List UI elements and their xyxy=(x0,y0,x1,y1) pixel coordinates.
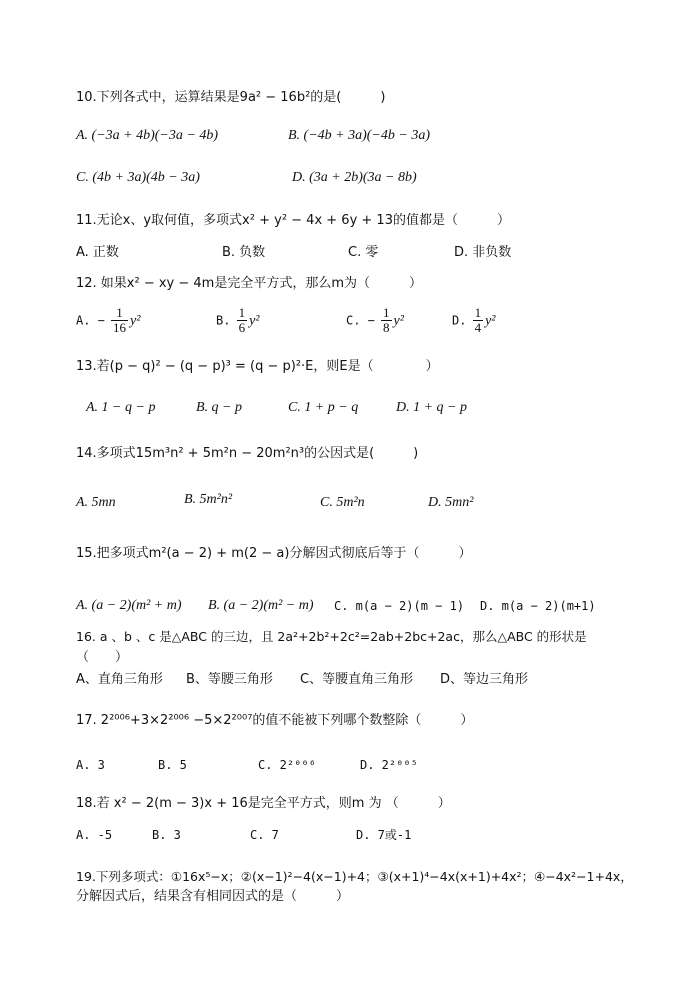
fraction xyxy=(111,306,128,336)
option-label: A. − xyxy=(76,313,105,328)
denominator: 16 xyxy=(113,320,127,336)
fraction xyxy=(381,306,392,336)
numerator: 1 xyxy=(238,305,246,320)
option-label: D. xyxy=(452,313,467,328)
question-16-option-a: A、直角三角形 xyxy=(76,672,163,687)
denominator: 8 xyxy=(383,320,390,336)
question-18-stem: 18.若 x² − 2(m − 3)x + 16是完全平方式，则m 为 （ ） xyxy=(76,796,451,811)
question-10-option-d: D. (3a + 2b)(3a − 8b) xyxy=(292,170,417,185)
variable: y² xyxy=(393,313,404,329)
denominator: 6 xyxy=(238,320,246,336)
question-10-option-c: C. (4b + 3a)(4b − 3a) xyxy=(76,170,200,185)
question-12-option-b xyxy=(216,306,260,336)
question-11-option-a: A. 正数 xyxy=(76,245,119,260)
question-15-option-b: B. (a − 2)(m² − m) xyxy=(208,598,314,613)
question-14-option-d: D. 5mn² xyxy=(428,495,474,510)
question-18-option-d: D. 7或-1 xyxy=(356,828,412,842)
question-15-option-d: D. m(a − 2)(m+1) xyxy=(480,599,596,613)
question-17-option-b: B. 5 xyxy=(158,758,187,772)
question-15-option-c: C. m(a − 2)(m − 1) xyxy=(334,599,465,613)
question-17-option-a: A. 3 xyxy=(76,758,105,772)
question-10-option-a: A. (−3a + 4b)(−3a − 4b) xyxy=(76,128,218,143)
fraction xyxy=(473,306,484,336)
question-10-stem: 10.下列各式中，运算结果是9a² − 16b²的是( ) xyxy=(76,90,386,105)
question-12-option-a xyxy=(76,306,140,336)
question-18-option-b: B. 3 xyxy=(152,828,181,842)
question-16-option-d: D、等边三角形 xyxy=(440,672,529,687)
question-13-option-c: C. 1 + p − q xyxy=(288,400,359,415)
question-17-option-d: D. 2²⁰⁰⁵ xyxy=(360,758,418,772)
question-16-option-b: B、等腰三角形 xyxy=(186,672,273,687)
question-12-option-c xyxy=(346,306,404,336)
numerator: 1 xyxy=(111,306,128,321)
question-18-option-c: C. 7 xyxy=(250,828,279,842)
question-13-option-b: B. q − p xyxy=(196,400,242,415)
option-label: B. xyxy=(216,313,231,328)
question-17-option-c: C. 2²⁰⁰⁶ xyxy=(258,758,316,772)
numerator: 1 xyxy=(474,305,482,320)
question-15-option-a: A. (a − 2)(m² + m) xyxy=(76,598,182,613)
question-14-stem: 14.多项式15m³n² + 5m²n − 20m²n³的公因式是( ) xyxy=(76,446,419,461)
question-11-stem: 11.无论x、y取何值，多项式x² + y² − 4x + 6y + 13的值都是（ ） xyxy=(76,213,510,228)
question-14-option-a: A. 5mn xyxy=(76,495,116,510)
question-12-stem: 12. 如果x² − xy − 4m是完全平方式，那么m为（ ） xyxy=(76,276,423,291)
question-19-stem-line-1: 19.下列多项式：①16x⁵−x；②(x−1)²−4(x−1)+4；③(x+1)⁴−4x(x+1)+4x²；④−4x²−1+4x， xyxy=(76,869,633,884)
option-label: C. − xyxy=(346,313,375,328)
variable: y² xyxy=(130,313,141,329)
question-11-option-c: C. 零 xyxy=(348,245,379,260)
question-15-stem: 15.把多项式m²(a − 2) + m(2 − a)分解因式彻底后等于（ ） xyxy=(76,546,472,561)
question-13-option-a: A. 1 − q − p xyxy=(86,400,156,415)
question-16-stem-line-1: 16. a 、b 、c 是△ABC 的三边，且 2a²+2b²+2c²=2ab+2bc+2ac，那么△ABC 的形状是 xyxy=(76,629,587,644)
question-13-option-d: D. 1 + q − p xyxy=(396,400,468,415)
variable: y² xyxy=(249,313,260,329)
question-10-option-b: B. (−4b + 3a)(−4b − 3a) xyxy=(288,128,430,143)
question-14-option-c: C. 5m²n xyxy=(320,495,365,510)
numerator: 1 xyxy=(383,305,390,320)
question-17-stem: 17. 2²⁰⁰⁶+3×2²⁰⁰⁶ −5×2²⁰⁰⁷的值不能被下列哪个数整除（ ） xyxy=(76,713,474,728)
question-11-option-d: D. 非负数 xyxy=(454,245,512,260)
question-13-stem: 13.若(p − q)² − (q − p)³ = (q − p)²·E，则E是（ ） xyxy=(76,359,439,374)
question-14-option-b: B. 5m²n² xyxy=(184,492,233,507)
question-11-option-b: B. 负数 xyxy=(222,245,266,260)
denominator: 4 xyxy=(474,320,482,336)
fraction xyxy=(237,306,248,336)
question-16-option-c: C、等腰直角三角形 xyxy=(300,672,414,687)
variable: y² xyxy=(485,313,496,329)
question-16-stem-line-2: （ ） xyxy=(76,650,129,665)
question-12-option-d xyxy=(452,306,496,336)
question-19-stem-line-2: 分解因式后，结果含有相同因式的是（ ） xyxy=(76,889,350,904)
question-18-option-a: A. -5 xyxy=(76,828,113,842)
